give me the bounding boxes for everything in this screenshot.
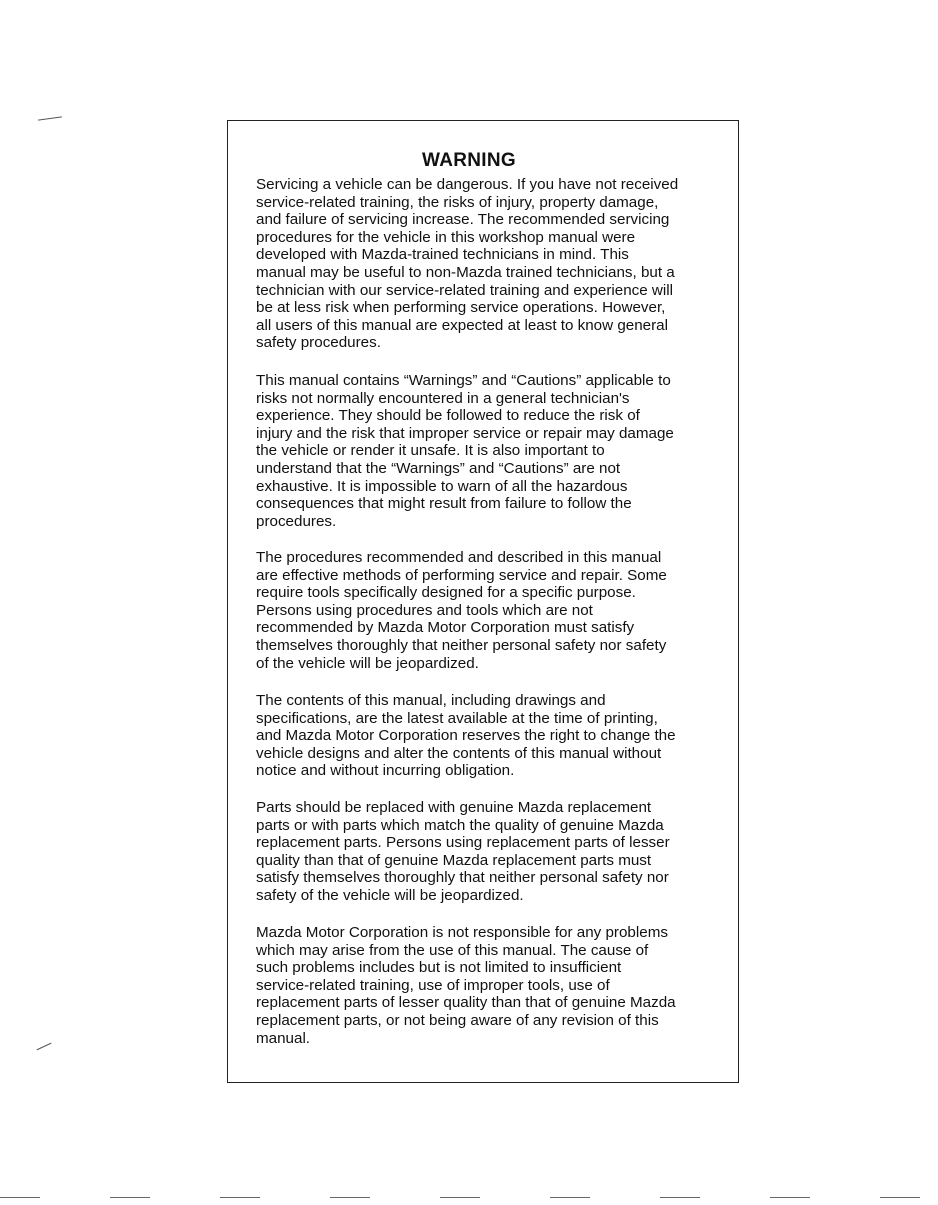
text-line: and failure of servicing increase. The recommended servicing: [256, 211, 670, 229]
paragraph: [256, 549, 736, 672]
text-line: safety of the vehicle will be jeopardized.: [256, 886, 524, 904]
text-line: understand that the “Warnings” and “Cautions” are not: [256, 459, 621, 477]
text-line: manual.: [256, 1029, 311, 1047]
text-line: manual may be useful to non-Mazda trained technicians, but a: [256, 263, 675, 281]
text-line: procedures for the vehicle in this workshop manual were: [256, 228, 636, 246]
text-line: developed with Mazda-trained technicians in mind. This: [256, 246, 629, 264]
text-line: the vehicle or render it unsafe. It is also important to: [256, 442, 605, 460]
text-line: are effective methods of performing service and repair. Some: [256, 566, 667, 584]
text-line: service-related training, the risks of injury, property damage,: [256, 193, 659, 211]
text-line: procedures.: [256, 512, 337, 530]
text-line: require tools specifically designed for a specific purpose.: [256, 584, 636, 602]
paragraph: [256, 799, 736, 905]
text-line: notice and without incurring obligation.: [256, 762, 515, 780]
text-line: safety procedures.: [256, 334, 381, 352]
text-line: Servicing a vehicle can be dangerous. If you have not received: [256, 176, 679, 193]
text-line: exhaustive. It is impossible to warn of all the hazardous: [256, 477, 628, 495]
text-line: Parts should be replaced with genuine Mazda replacement: [256, 799, 652, 816]
text-line: themselves thoroughly that neither personal safety nor safety: [256, 636, 667, 654]
text-line: quality than that of genuine Mazda replacement parts must: [256, 851, 652, 869]
text-line: The contents of this manual, including drawings and: [256, 692, 606, 709]
text-line: of the vehicle will be jeopardized.: [256, 654, 479, 672]
text-line: specifications, are the latest available at the time of printing,: [256, 709, 658, 727]
text-line: consequences that might result from failure to follow the: [256, 495, 632, 513]
text-line: satisfy themselves thoroughly that neither personal safety nor: [256, 869, 669, 887]
paragraph: [256, 372, 736, 530]
text-line: Persons using procedures and tools which are not: [256, 601, 593, 619]
text-line: experience. They should be followed to reduce the risk of: [256, 407, 640, 425]
text-line: and Mazda Motor Corporation reserves the right to change the: [256, 727, 676, 745]
text-line: recommended by Mazda Motor Corporation must satisfy: [256, 619, 635, 637]
scan-mark: [38, 116, 62, 120]
text-line: vehicle designs and alter the contents of this manual without: [256, 744, 662, 762]
text-line: technician with our service-related training and experience will: [256, 281, 674, 299]
paragraph: [256, 176, 736, 352]
text-line: service-related training, use of improper tools, use of: [256, 976, 610, 994]
text-line: all users of this manual are expected at least to know general: [256, 316, 668, 334]
text-line: Mazda Motor Corporation is not responsible for any problems: [256, 924, 668, 941]
text-line: The procedures recommended and described in this manual: [256, 549, 662, 566]
text-line: which may arise from the use of this manual. The cause of: [256, 941, 649, 959]
warning-title: WARNING: [422, 150, 516, 171]
scan-mark: [37, 1043, 52, 1051]
text-line: replacement parts of lesser quality than that of genuine Mazda: [256, 994, 676, 1012]
paragraph: [256, 924, 736, 1047]
text-line: replacement parts, or not being aware of any revision of this: [256, 1011, 659, 1029]
text-line: parts or with parts which match the quality of genuine Mazda: [256, 816, 664, 834]
text-line: be at less risk when performing service operations. However,: [256, 299, 666, 317]
text-line: This manual contains “Warnings” and “Cautions” applicable to: [256, 372, 671, 389]
paragraph: [256, 692, 736, 780]
text-line: replacement parts. Persons using replacement parts of lesser: [256, 834, 670, 852]
scan-edge: [0, 1197, 938, 1198]
text-line: such problems includes but is not limited to insufficient: [256, 959, 622, 977]
text-line: risks not normally encountered in a general technician's: [256, 389, 630, 407]
text-line: injury and the risk that improper service or repair may damage: [256, 424, 674, 442]
